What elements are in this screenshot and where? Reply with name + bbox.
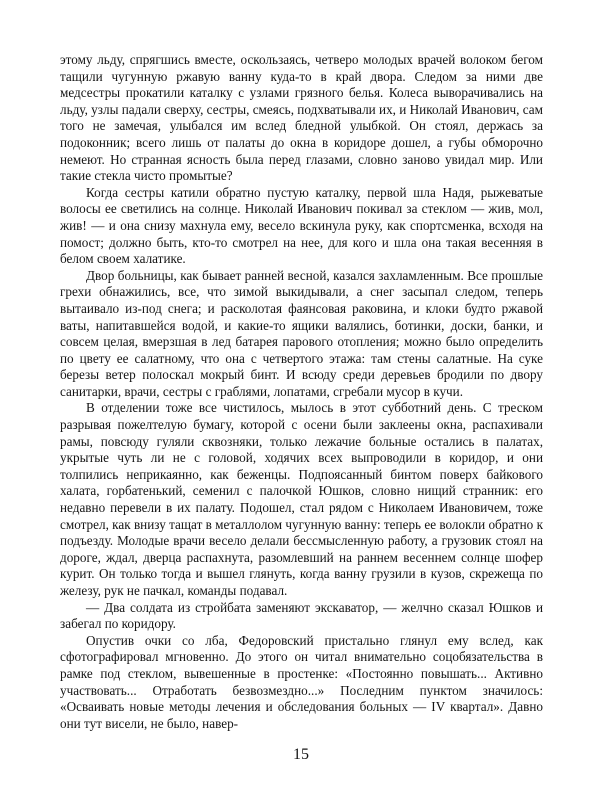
paragraph: Когда сестры катили обратно пустую каталку, первой шла Надя, рыжеватые волосы ее светились на солнце. Николай Иванович покивал за стеклом — жив, мол, жив! — и она снизу махнула ему, весело вскинула руку, как спортсменка, всходя на помост; должно быть, кто-то смотрел на нее, для кого и шла она такая весенняя в белом своем халатике. (60, 184, 543, 267)
paragraph: В отделении тоже все чистилось, мылось в этот субботний день. С треском разрывая пожелтелую бумагу, которой с осени были заклеены окна, распахивали рамы, повсюду гуляли сквозняки, только лежачие больные остались в палатах, укрытые чуть ли не с головой, ходячих всех выпроводили в коридор, и они толпились неприкаянно, как беженцы. Подпоясанный бинтом поверх байкового халата, горбатенький, семенил с палочкой Юшков, словно нищий странник: его недавно перевели в их палату. Подошел, стал рядом с Николаем Ивановичем, тоже смотрел, как внизу тащат в металлолом чугунную ванну: теперь ее волокли обратно к подъезду. Молодые врачи весело делали бессмысленную работу, а грузовик стоял на дороге, ждал, дверца распахнута, разомлевший на раннем весеннем солнце шофер курит. Он только тогда и вышел глянуть, когда ванну грузили в кузов, скрежеща по железу, рук не пачкал, команды подавал. (60, 400, 543, 598)
paragraph: этому льду, спрягшись вместе, оскользаясь, четверо молодых врачей волоком бегом тащили чугунную ржавую ванну куда-то в край двора. Следом за ними две медсестры прокатили каталку с узлами грязного белья. Колеса выворачивались на льду, узлы падали сверху, сестры, смеясь, подхватывали их, и Николай Иванович, сам того не замечая, улыбался им вслед бледной улыбкой. Он стоял, держась за подоконник; всего лишь от палаты до окна в коридоре дошел, а губы обморочно немеют. Но странная ясность была перед глазами, словно заново увидал мир. Или такие стекла чисто промытые? (60, 52, 543, 184)
paragraph: — Два солдата из стройбата заменяют экскаватор, — желчно сказал Юшков и забегал по коридору. (60, 599, 543, 632)
paragraph: Опустив очки со лба, Федоровский пристально глянул ему вслед, как сфотографировал мгновенно. До этого он читал внимательно соцобязательства в рамке под стеклом, вывешенные в простенке: «Постоянно повышать... Активно участвовать... Отработать безвозмездно...» Последним пунктом значилось: «Осваивать новые методы лечения и обследования больных — IV квартал». Давно они тут висели, не было, навер- (60, 632, 543, 731)
paragraph: Двор больницы, как бывает ранней весной, казался захламленным. Все прошлые грехи обнажились, все, что зимой выкидывали, а снег засыпал следом, теперь вытаивало из-под снега; и расколотая фаянсовая раковина, и клоки будто ржавой ваты, напитавшейся водой, и какие-то ящики валялись, ботинки, доски, банки, и совсем целая, вмерзшая в лед батарея парового отопления; можно было определить по цвету ее салатному, что она с четвертого этажа: там стены салатные. На суке березы ветер полоскал мокрый бинт. И всюду среди деревьев бродили по двору санитарки, врачи, сестры с граблями, лопатами, сгребали мусор в кучи. (60, 267, 543, 399)
page-number: 15 (293, 746, 309, 763)
body-text (60, 52, 543, 732)
